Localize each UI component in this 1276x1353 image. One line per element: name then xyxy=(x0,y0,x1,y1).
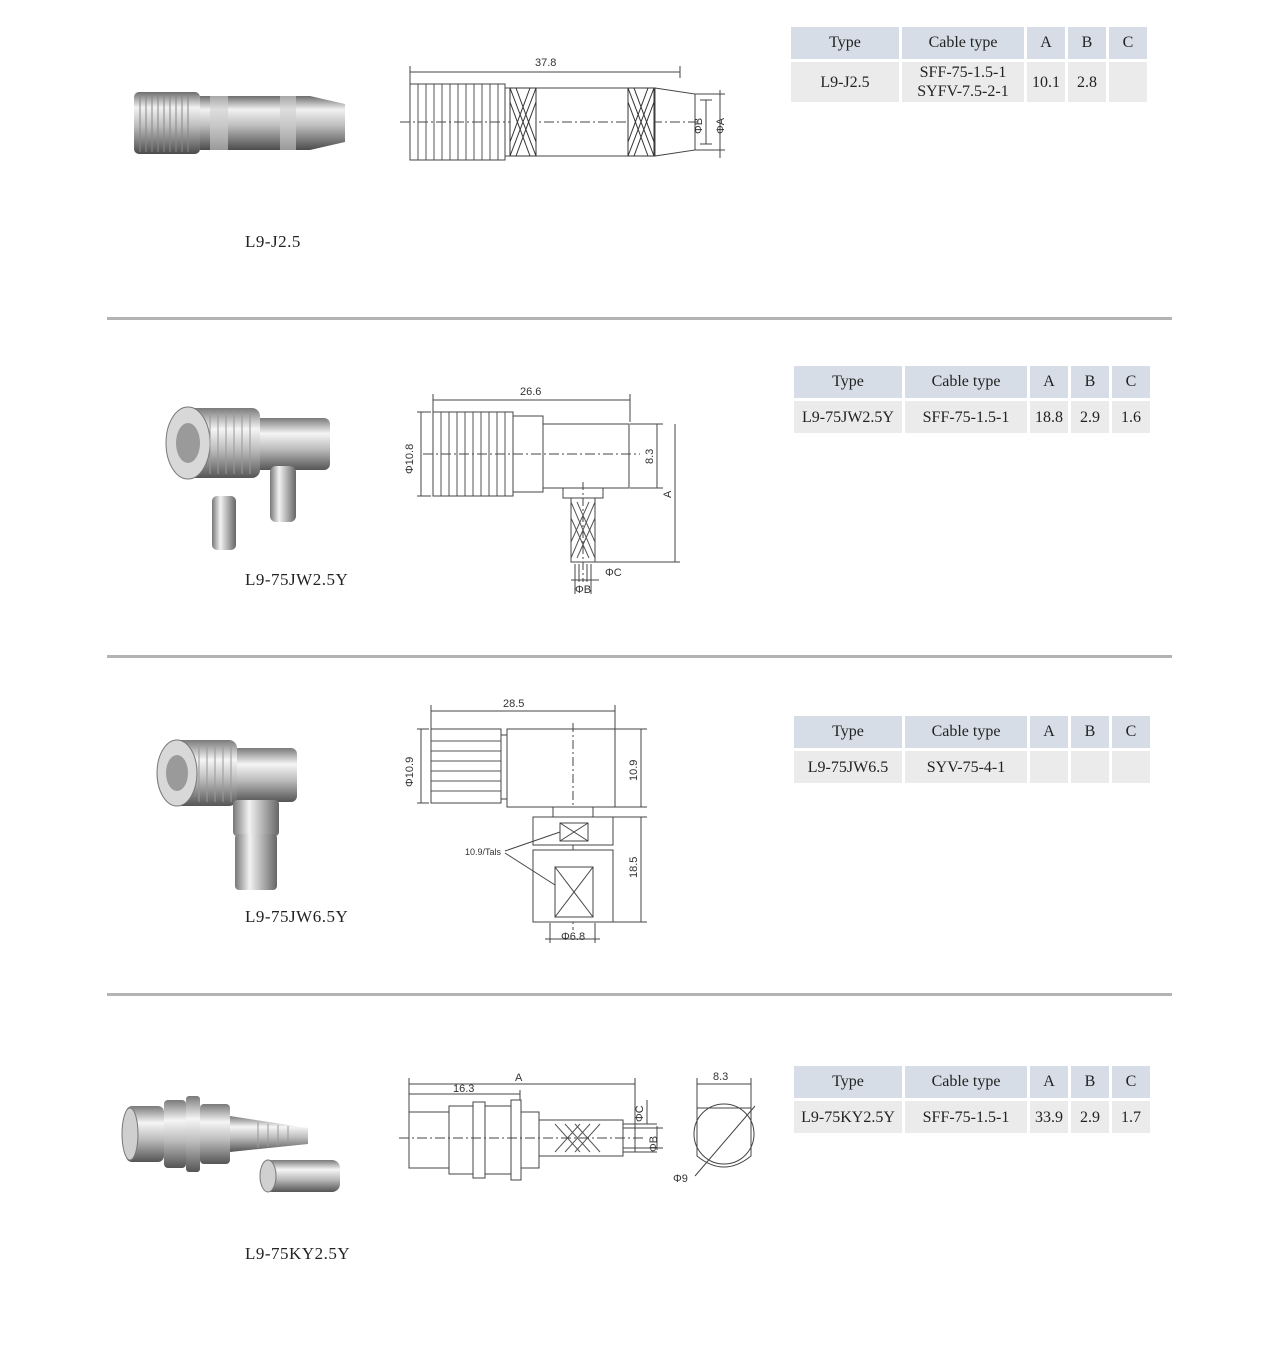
dim-length: 37.8 xyxy=(535,57,557,69)
spec-table xyxy=(788,24,1150,105)
dim-phi-bottom: Φ6.8 xyxy=(561,931,586,943)
table-row xyxy=(794,401,1150,433)
cell-a xyxy=(1030,751,1068,783)
dim-phi-c: ΦC xyxy=(605,567,622,579)
cell-cable-type xyxy=(902,62,1024,102)
dim-a: A xyxy=(515,1072,523,1084)
header-type: Type xyxy=(794,716,902,748)
product-caption: L9-75KY2.5Y xyxy=(245,1244,351,1263)
header-type: Type xyxy=(794,366,902,398)
header-a: A xyxy=(1030,716,1068,748)
cell-c: 1.7 xyxy=(1112,1101,1150,1133)
header-c: C xyxy=(1112,716,1150,748)
spec-table xyxy=(791,713,1153,786)
product-photo xyxy=(155,734,305,894)
dim-partial: 16.3 xyxy=(453,1083,475,1095)
header-cable-type: Cable type xyxy=(905,716,1027,748)
dim-flat: 8.3 xyxy=(713,1071,729,1083)
cell-type: L9-75KY2.5Y xyxy=(794,1101,902,1133)
dim-lower: 18.5 xyxy=(628,856,640,878)
dim-phi-b: ΦB xyxy=(575,584,592,596)
product-photo xyxy=(118,1092,348,1202)
header-b: B xyxy=(1068,27,1106,59)
cell-type: L9-J2.5 xyxy=(791,62,899,102)
cell-a: 33.9 xyxy=(1030,1101,1068,1133)
dim-phi-head: Φ10.9 xyxy=(404,756,416,787)
cell-cable-type: SYV-75-4-1 xyxy=(905,751,1027,783)
dim-height: 10.9 xyxy=(628,759,640,781)
dim-phi-head: Φ10.8 xyxy=(404,443,416,474)
dim-phi-b: ΦB xyxy=(693,117,705,134)
dim-phi-b: ΦB xyxy=(648,1135,660,1152)
table-row xyxy=(794,751,1150,783)
header-type: Type xyxy=(794,1066,902,1098)
dim-height: 8.3 xyxy=(644,448,656,464)
header-cable-type: Cable type xyxy=(905,366,1027,398)
cell-b: 2.8 xyxy=(1068,62,1106,102)
spec-table xyxy=(791,1063,1153,1136)
table-row xyxy=(794,1101,1150,1133)
dim-hex: 10.9/Tals xyxy=(465,847,502,857)
header-a: A xyxy=(1027,27,1065,59)
product-caption: L9-75JW6.5Y xyxy=(245,907,349,926)
cell-b: 2.9 xyxy=(1071,1101,1109,1133)
cell-type: L9-75JW2.5Y xyxy=(794,401,902,433)
table-row xyxy=(791,62,1147,102)
cell-cable-type: SFF-75-1.5-1 xyxy=(905,1101,1027,1133)
technical-drawing xyxy=(395,1066,770,1191)
section-divider xyxy=(107,317,1172,320)
header-a: A xyxy=(1030,366,1068,398)
product-photo xyxy=(160,400,340,560)
header-c: C xyxy=(1112,366,1150,398)
header-b: B xyxy=(1071,1066,1109,1098)
dim-phi9: Φ9 xyxy=(673,1173,688,1185)
dim-a: A xyxy=(662,490,674,498)
header-b: B xyxy=(1071,366,1109,398)
technical-drawing xyxy=(395,382,695,602)
cable-line-2: SYFV-7.5-2-1 xyxy=(917,83,1009,100)
section-divider xyxy=(107,993,1172,996)
technical-drawing xyxy=(400,52,735,172)
cell-c: 1.6 xyxy=(1112,401,1150,433)
dim-length: 26.6 xyxy=(520,386,542,398)
cell-type: L9-75JW6.5 xyxy=(794,751,902,783)
header-cable-type: Cable type xyxy=(905,1066,1027,1098)
cell-b: 2.9 xyxy=(1071,401,1109,433)
cell-c xyxy=(1112,751,1150,783)
header-b: B xyxy=(1071,716,1109,748)
technical-drawing xyxy=(395,695,665,950)
header-type: Type xyxy=(791,27,899,59)
dim-phi-a: ΦA xyxy=(715,117,727,134)
product-caption: L9-J2.5 xyxy=(245,232,301,251)
cell-b xyxy=(1071,751,1109,783)
cell-c xyxy=(1109,62,1147,102)
spec-table xyxy=(791,363,1153,436)
cell-a: 10.1 xyxy=(1027,62,1065,102)
header-c: C xyxy=(1109,27,1147,59)
cable-line-1: SFF-75-1.5-1 xyxy=(919,64,1007,81)
header-cable-type: Cable type xyxy=(902,27,1024,59)
header-a: A xyxy=(1030,1066,1068,1098)
dim-phi-c: ΦC xyxy=(634,1105,646,1122)
cell-cable-type: SFF-75-1.5-1 xyxy=(905,401,1027,433)
product-caption: L9-75JW2.5Y xyxy=(245,570,349,589)
dim-length: 28.5 xyxy=(503,698,525,710)
header-c: C xyxy=(1112,1066,1150,1098)
cell-a: 18.8 xyxy=(1030,401,1068,433)
section-divider xyxy=(107,655,1172,658)
product-photo xyxy=(130,84,355,164)
